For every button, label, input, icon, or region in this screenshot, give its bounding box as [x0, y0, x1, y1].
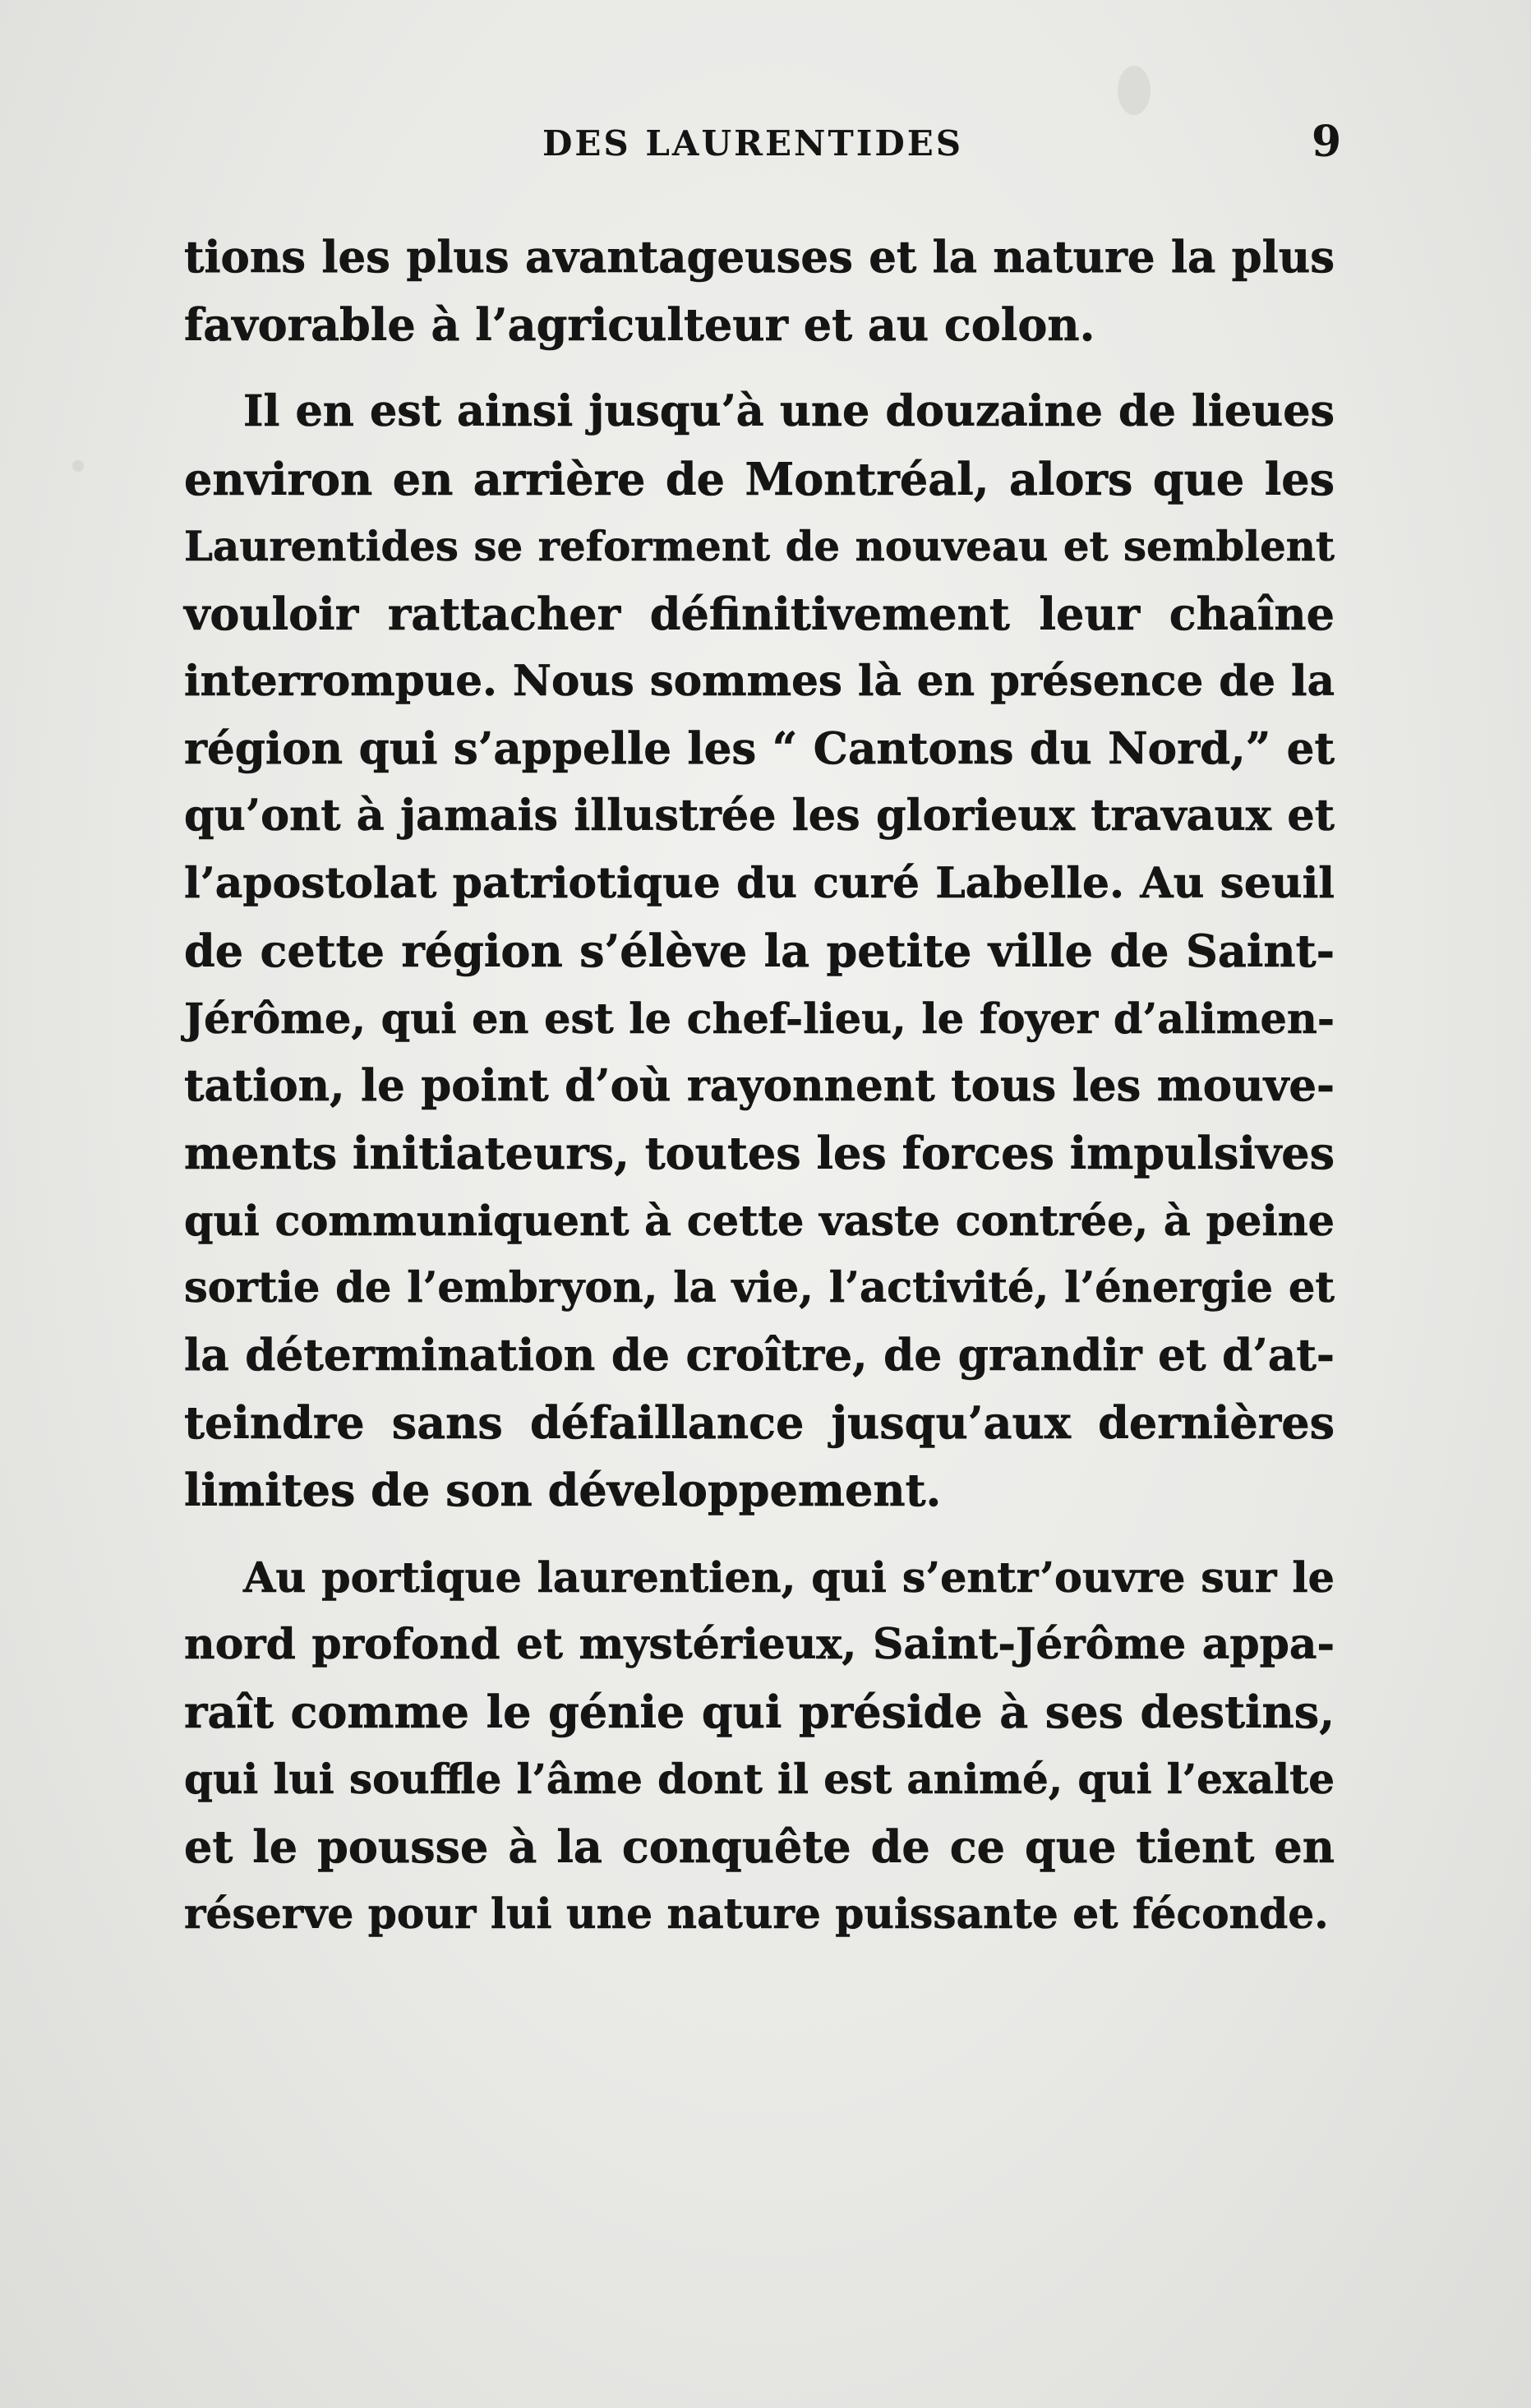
text-line: région qui s’appelle les “ Cantons du Nord,” et — [184, 722, 1335, 774]
text-line: environ en arrière de Montréal, alors que les — [184, 453, 1335, 505]
text-line: Jérôme, qui en est le chef-lieu, le foyer d’alimen- — [184, 994, 1335, 1043]
paragraph-gap — [184, 358, 1335, 378]
text-line: interrompue. Nous sommes là en présence de la — [184, 657, 1335, 706]
paragraph-gap — [184, 1524, 1335, 1543]
text-line: limites de son développement. — [184, 1464, 942, 1516]
text-line: nord profond et mystérieux, Saint-Jérôme appa- — [184, 1619, 1335, 1669]
running-head: DES LAURENTIDES — [542, 123, 964, 164]
text-line: Il en est ainsi jusqu’à une douzaine de lieues — [243, 386, 1335, 436]
text-line: la détermination de croître, de grandir et d’at- — [184, 1329, 1335, 1381]
paper-stain — [1118, 66, 1151, 115]
paragraph — [184, 224, 1335, 358]
text-line: réserve pour lui une nature puissante et féconde. — [184, 1889, 1329, 1938]
text-line: qui lui souffle l’âme dont il est animé, qui l’exalte — [184, 1755, 1335, 1803]
text-line: qu’ont à jamais illustrée les glorieux travaux et — [184, 791, 1335, 841]
text-line: de cette région s’élève la petite ville de Saint- — [184, 925, 1335, 977]
text-line: vouloir rattacher définitivement leur chaîne — [184, 588, 1335, 640]
text-line: favorable à l’agriculteur et au colon. — [184, 298, 1095, 351]
text-line: Au portique laurentien, qui s’entr’ouvre sur le — [243, 1552, 1335, 1602]
text-line: qui communiquent à cette vaste contrée, à peine — [184, 1196, 1335, 1245]
text-line: Laurentides se reforment de nouveau et semblent — [184, 522, 1335, 570]
text-line: teindre sans défaillance jusqu’aux dernières — [184, 1396, 1335, 1449]
text-line: ments initiateurs, toutes les forces impulsives — [184, 1127, 1335, 1179]
paragraph — [184, 1543, 1335, 1948]
page-number: 9 — [1312, 117, 1342, 167]
paragraph — [184, 378, 1335, 1524]
text-line: sortie de l’embryon, la vie, l’activité, l’énergie et — [184, 1263, 1335, 1312]
body-text — [184, 224, 1335, 1948]
text-line: raît comme le génie qui préside à ses destins, — [184, 1686, 1335, 1738]
text-line: tation, le point d’où rayonnent tous les mouve- — [184, 1060, 1335, 1111]
text-line: l’apostolat patriotique du curé Labelle. Au seuil — [184, 858, 1335, 908]
text-line: et le pousse à la conquête de ce que tient en — [184, 1820, 1335, 1873]
text-line: tions les plus avantageuses et la nature la plus — [184, 232, 1335, 283]
paper-stain — [72, 460, 84, 472]
